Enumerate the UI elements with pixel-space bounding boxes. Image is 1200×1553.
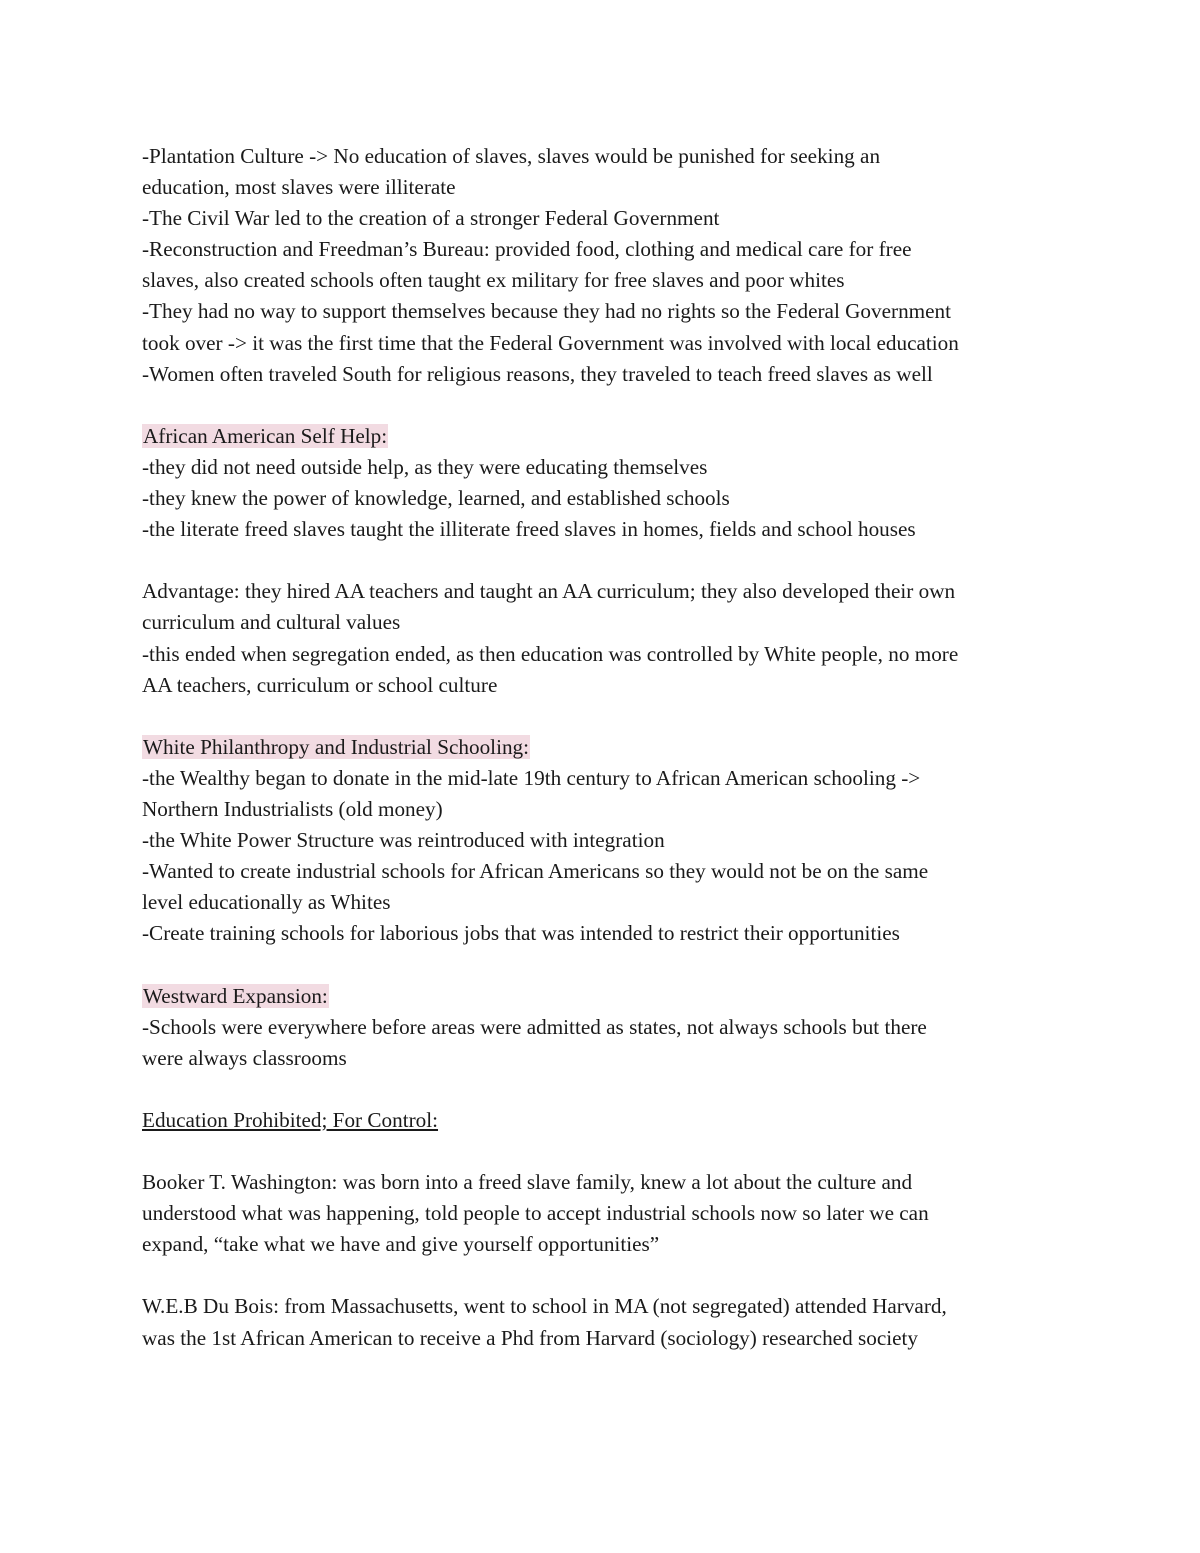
dubois-section bbox=[142, 1291, 1062, 1353]
self-help-heading-line bbox=[142, 421, 1062, 452]
text-line: slaves, also created schools often taught ex military for free slaves and poor whites bbox=[142, 268, 845, 293]
blank-line bbox=[142, 1074, 1062, 1105]
text-line: -they knew the power of knowledge, learned, and established schools bbox=[142, 486, 730, 511]
prohibited-heading: Education Prohibited; For Control: bbox=[142, 1107, 439, 1132]
text-line: was the 1st African American to receive a Phd from Harvard (sociology) researched society bbox=[142, 1325, 918, 1350]
text-line: -they did not need outside help, as they were educating themselves bbox=[142, 454, 708, 479]
blank-line bbox=[142, 949, 1062, 980]
intro-section bbox=[142, 141, 1062, 390]
document-body bbox=[142, 141, 1062, 1354]
text-line: -They had no way to support themselves because they had no rights so the Federal Government bbox=[142, 299, 952, 324]
text-line: -The Civil War led to the creation of a stronger Federal Government bbox=[142, 206, 720, 231]
text-line: AA teachers, curriculum or school culture bbox=[142, 672, 498, 697]
text-line: expand, “take what we have and give yourself opportunities” bbox=[142, 1232, 660, 1257]
text-line: Booker T. Washington: was born into a freed slave family, knew a lot about the culture and bbox=[142, 1170, 913, 1195]
text-line: W.E.B Du Bois: from Massachusetts, went to school in MA (not segregated) attended Harvard, bbox=[142, 1294, 947, 1319]
blank-line bbox=[142, 390, 1062, 421]
text-line: Advantage: they hired AA teachers and taught an AA curriculum; they also developed their own bbox=[142, 579, 956, 604]
prohibited-section bbox=[142, 1105, 1062, 1136]
philanthropy-heading-line bbox=[142, 732, 1062, 763]
text-line: -Women often traveled South for religious reasons, they traveled to teach freed slaves as well bbox=[142, 361, 933, 386]
blank-line bbox=[142, 545, 1062, 576]
text-line: level educationally as Whites bbox=[142, 890, 391, 915]
text-line: -Reconstruction and Freedman’s Bureau: provided food, clothing and medical care for free bbox=[142, 237, 912, 262]
self-help-heading: African American Self Help: bbox=[143, 423, 388, 448]
advantage-section bbox=[142, 576, 1062, 700]
text-line: understood what was happening, told people to accept industrial schools now so later we can bbox=[142, 1201, 929, 1226]
text-line: curriculum and cultural values bbox=[142, 610, 401, 635]
text-line: Northern Industrialists (old money) bbox=[142, 796, 443, 821]
westward-section bbox=[142, 981, 1062, 1074]
westward-heading-line bbox=[142, 981, 1062, 1012]
blank-line bbox=[142, 1260, 1062, 1291]
text-line: -Create training schools for laborious jobs that was intended to restrict their opportunities bbox=[142, 921, 900, 946]
text-line: took over -> it was the first time that the Federal Government was involved with local education bbox=[142, 330, 959, 355]
text-line: -the literate freed slaves taught the illiterate freed slaves in homes, fields and school houses bbox=[142, 517, 916, 542]
text-line: were always classrooms bbox=[142, 1045, 347, 1070]
philanthropy-heading: White Philanthropy and Industrial Schooling: bbox=[143, 734, 530, 759]
prohibited-heading-line bbox=[142, 1105, 1062, 1136]
blank-line bbox=[142, 1136, 1062, 1167]
washington-section bbox=[142, 1167, 1062, 1260]
text-line: -Wanted to create industrial schools for African Americans so they would not be on the same bbox=[142, 859, 929, 884]
self-help-section bbox=[142, 421, 1062, 545]
blank-line bbox=[142, 701, 1062, 732]
westward-heading: Westward Expansion: bbox=[143, 983, 328, 1008]
text-line: -the Wealthy began to donate in the mid-late 19th century to African American schooling -> bbox=[142, 765, 921, 790]
text-line: -this ended when segregation ended, as then education was controlled by White people, no more bbox=[142, 641, 959, 666]
text-line: -Plantation Culture -> No education of slaves, slaves would be punished for seeking an bbox=[142, 144, 881, 168]
text-line: -the White Power Structure was reintroduced with integration bbox=[142, 828, 665, 853]
text-line: -Schools were everywhere before areas were admitted as states, not always schools but there bbox=[142, 1014, 927, 1039]
text-line: education, most slaves were illiterate bbox=[142, 175, 456, 200]
philanthropy-section bbox=[142, 732, 1062, 950]
